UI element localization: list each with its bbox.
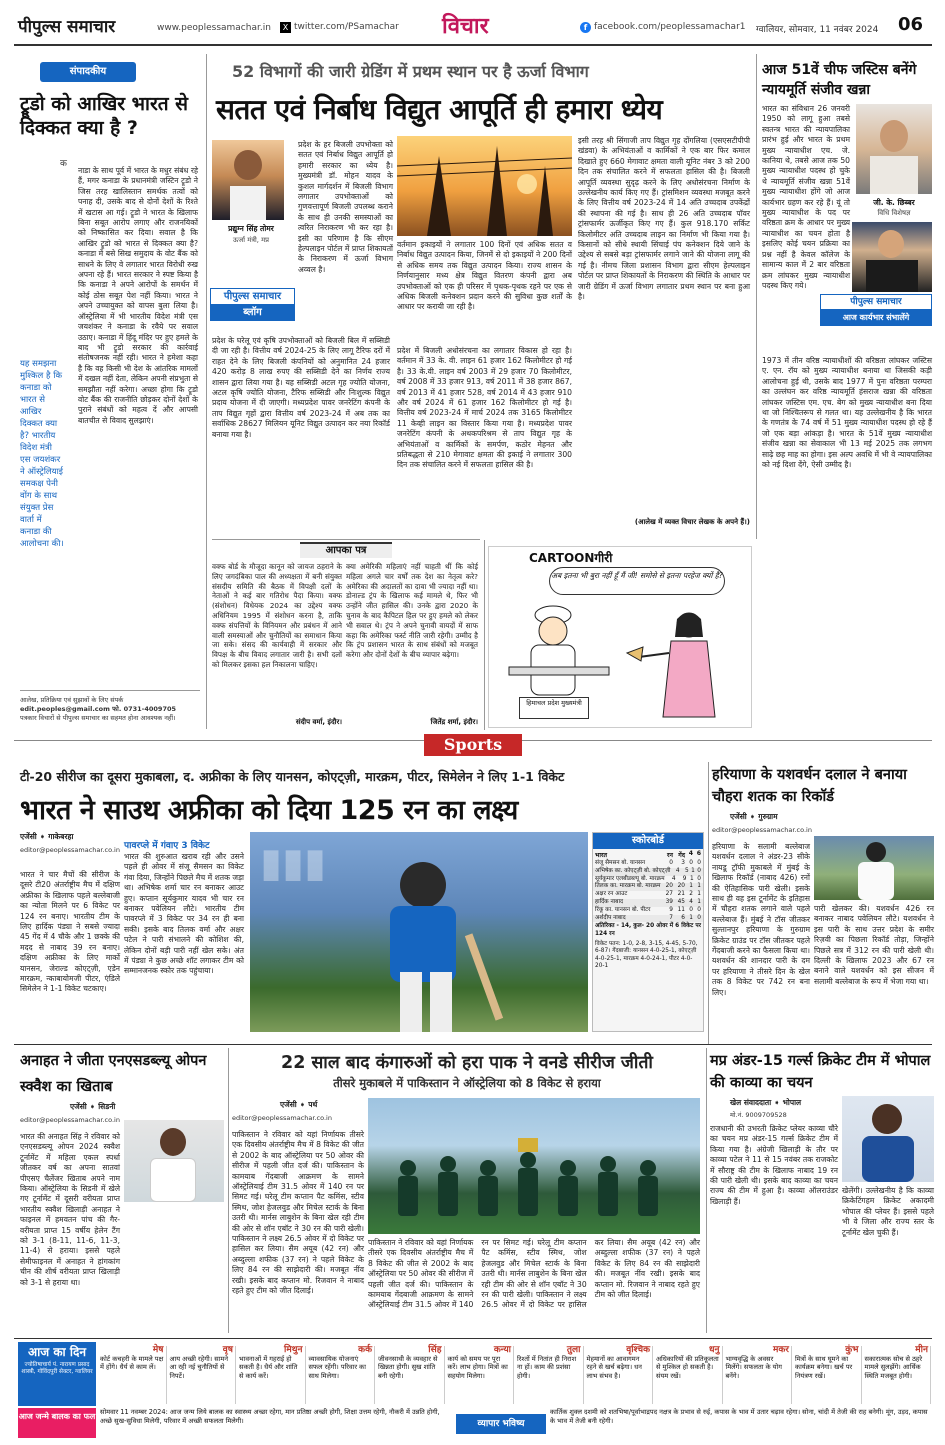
kavya-body: राजधानी की उभरती क्रिकेट प्लेयर काव्या चौरे का चयन मप्र अंडर-15 गर्ल्स क्रिकेट टीम में किया गया है। अंग्रेजी खिलाड़ी के तौर पर काव्या पटेल ने 11 से 15 नवंबर तक राजकोट में सौराष्ट्र की टीम के खिलाफ नाबाद 19 रन की पारी खेली थी। इसके बाद काव्या का चयन राज्य की टीम में हुआ है। काव्या ऑलराउंडर खिलाड़ी हैं। (710, 1124, 838, 1206)
today-box (18, 1342, 96, 1406)
dateline: ग्वालियर, सोमवार, 11 नवंबर 2024 (756, 25, 879, 35)
scoreboard-team: भारत (595, 852, 608, 859)
editorial-headline: ट्रूडो को आखिर भारत से दिक्कत क्या है ? (20, 93, 189, 139)
powerplay-heading: पावरप्ले में गंवाए 3 विकेट (124, 841, 210, 851)
anahat-byline: एजेंसी ➧ सिडनी (70, 1102, 116, 1111)
editorial-tag: संपादकीय (40, 62, 136, 82)
pak-headline: 22 साल बाद कंगारुओं को हरा पाक ने वनडे सीरीज जीती (281, 1053, 653, 1073)
score-cell: 3 (681, 860, 685, 866)
sports-main-headline: भारत ने साउथ अफ्रीका को दिया 125 रन का लक्ष्य (20, 795, 518, 826)
pak-body: पाकिस्तान ने रविवार को यहां निर्णायक तीसरे एक दिवसीय अंतर्राष्ट्रीय मैच में 8 विकेट की जीत से 2002 के बाद ऑस्ट्रेलिया पर 50 ओवर की सीरीज में पहली जीत दर्ज की। पाकिस्तान के कामयाब गेंदबाजी आक्रमण के सामने ऑस्ट्रेलियाई टीम 31.5 ओवर में 140 रन पर सिमट गई। घरेलू टीम कप्तान पैट कमिंस, स्टीव स्मिथ, जोश हेजलवुड और मिचेल स्टार्क के बिना उतरी थी। मार्नस लाबुशेन के बिना खेल रही टीम की ओर से शॉन एबॉट ने 30 रन की पारी खेली। पाकिस्तान ने लक्ष्य 26.5 ओवर में दो विकेट पर हासिल कर लिया। सैम अयूब (42 रन) और अब्दुल्ला शफीक (37 रन) ने पहले विकेट के लिए 84 रन की साझेदारी की। मजबूत नींव रखी। इसके बाद कप्तान मो. रिजवान ने नाबाद रहते हुए टीम को जीत दिलाई। (232, 1130, 364, 1296)
cji-photo (852, 222, 932, 292)
score-cell: 9 (682, 875, 687, 882)
lead-kicker: 52 विभागों की जारी ग्रेडिंग में प्रथम स्थान पर है ऊर्जा विभाग (232, 62, 589, 81)
cji-logo: पीपुल्स समाचार (820, 294, 932, 310)
facebook-link[interactable]: facebook.com/peoplessamachar1 (594, 22, 746, 32)
sign-2 (170, 1346, 237, 1404)
sign-9 (656, 1346, 723, 1404)
score-cell: 1 (691, 867, 695, 874)
lead-col2: वर्तमान इकाइयों ने लगातार 100 दिनों एवं अधिक सतत व निर्बाध विद्युत उत्पादन किया, जिनमें से दो इकाइयों ने 200 दिनों से अधिक समय तक विद्युत उत्पादन किया। राज्य शासन के निर्णयानुसार मध्य क्षेत्र विद्युत वितरण कंपनी द्वारा अब उपभोक्ताओं को एक ही परिसर में पृथक-पृथक रहने पर एक से अधिक बिजली कनेक्शन प्रदान करने की सुविधा कुछ शर्तों के आधार पर करायी जा रही है। (397, 240, 572, 312)
sign-text: अधिकारियों की प्रतिकूलता से मुश्किल हो सकती है। संयम रखें। (656, 1354, 719, 1380)
scoreboard-header (593, 849, 703, 860)
cji-logo-tag: आज कार्यभार संभालेंगे (820, 310, 932, 326)
sign-12 (865, 1346, 932, 1404)
anahat-headline: अनाहत ने जीता एनएसडब्ल्यू ओपन स्क्वैश का खिताब (20, 1053, 207, 1095)
score-cell: 0 (697, 860, 701, 866)
scoreboard-row (593, 907, 703, 915)
cricket-batsman-photo (250, 832, 588, 1032)
sign-name: मिथुन (284, 1345, 303, 1355)
pak-body-continued: पाकिस्तान ने रविवार को यहां निर्णायक तीसरे एक दिवसीय अंतर्राष्ट्रीय मैच में 8 विकेट की जीत से 2002 के बाद ऑस्ट्रेलिया पर 50 ओवर की सीरीज में पहली जीत दर्ज की। पाकिस्तान के कामयाब गेंदबाजी आक्रमण के सामने ऑस्ट्रेलियाई टीम 31.5 ओवर में 140 रन पर सिमट गई। घरेलू टीम कप्तान पैट कमिंस, स्टीव स्मिथ, जोश हेजलवुड और मिचेल स्टार्क के बिना उतरी थी। मार्नस लाबुशेन के बिना खेल रही टीम की ओर से शॉन एबॉट ने 30 रन की पारी खेली। पाकिस्तान ने लक्ष्य 26.5 ओवर में दो विकेट पर हासिल कर लिया। सैम अयूब (42 रन) और अब्दुल्ला शफीक (37 रन) ने पहले विकेट के लिए 84 रन की साझेदारी की। मजबूत नींव रखी। इसके बाद कप्तान मो. रिजवान ने नाबाद रहते हुए टीम को जीत दिलाई। (368, 1238, 700, 1310)
scoreboard-extras: अतिरिक्त - 14, कुल- 20 ओवर में 6 विकेट पर 124 रन (595, 923, 701, 937)
kavya-body-2: खेलेंगी। उल्लेखनीय है कि काव्या क्रिकेटिंगहम क्रिकेट अकादमी भोपाल की प्लेयर हैं। इससे पहले भी वे जिला और राज्य स्तर के टूर्नामेंट खेल चुकी हैं। (842, 1186, 934, 1237)
cartoon-caption: हिमाचल प्रदेश मुख्यमंत्री (519, 697, 589, 719)
pakistan-team-photo (368, 1098, 700, 1234)
sign-name: तुला (566, 1345, 581, 1355)
score-cell: 0 (697, 867, 701, 874)
score-cell: 1 (689, 914, 693, 921)
sports-main-byline: एजेंसी ➧ गाकेबरहा (20, 832, 74, 841)
letter-2: क्या अमेरिकी महिलाएं नहीं चाहती थीं कि कोई महिला अगले चार वर्षों तक देश का नेतृत्व करे? अमेरिका की अदालतों का दावा भी ज्यादा नहीं था। डोनाल्ड ट्रंप के खिलाफ कई मामले थे, फिर भी उन्होंने जीत हासिल की। उनके द्वारा 2020 के चुनाव के बाद कैपिटल हिल पर हुए हमले को लेकर भी सवाल थे। ट्रंप ने अपने चुनावी वायदों में साफ कहा कि अमेरिका फर्स्ट नीति जारी रहेगी। उम्मीद है कि ट्रंप प्रशासन भारत के साथ संबंधों को मजबूत करेगा और दोनों देशों के बीच व्यापार बढ़ेगा। (346, 562, 478, 660)
score-cell: 1 (697, 898, 701, 905)
anahat-body: भारत की अनाहत सिंह ने रविवार को एनएसडब्ल्यू ओपन 2024 स्क्वैश टूर्नामेंट में महिला एकल स्पर्धा जीतकर वर्ष का अपना सातवां पीएसए चैलेंजर खिताब अपने नाम किया। ऑस्ट्रेलिया के सिडनी में खेले गए टूर्नामेंट में दूसरी वरीयता प्राप्त भारतीय स्क्वैश खिलाड़ी अनाहत ने फाइनल में हमवतन पांच की गैर-वरीयता प्राप्त 15 वर्षीय हेलेन टैंग को 3-1 (8-11, 11-6, 11-3, 11-4) से हराया। इससे पहले सेमीफाइनल में अनाहत ने हांगकांग चीन की शीर्ष वरीयता प्राप्त खिलाड़ी को 3-1 से हराया था। (20, 1132, 120, 1287)
stadium-board-icon: ▮▮▮ (260, 840, 327, 886)
astrologer: ज्योतिषाचार्य पं. नारायण प्रसाद शास्त्री, गोविंदपुरी सेक्टर, ग्वालियर (21, 1362, 93, 1376)
score-cell: 1 (689, 883, 693, 890)
batsman-name: हार्दिक नाबाद (595, 898, 624, 905)
col-fours: 4 (688, 850, 693, 857)
score-cell: 21 (677, 891, 685, 898)
sign-name: मकर (773, 1345, 789, 1355)
editorial-disclaimer: पत्रकार विचारों से पीपुल्स समाचार का सहमत होना आवश्यक नहीं। (20, 714, 176, 722)
kavya-byline: खेल संवाददाता ➧ भोपाल (730, 1098, 802, 1107)
lead-col2b: प्रदेश में बिजली अधोसंरचना का लगातार विकास हो रहा है। वर्तमान में 33 के. वी. लाइन 61 हजार 162 किलोमीटर हो गई है। 33 के.वी. लाइन वर्ष 2003 में 29 हजार 70 किलोमीटर, वर्ष 2008 में 33 हजार 913, वर्ष 2011 में 38 हजार 867, वर्ष 2013 में 41 हजार 528, वर्ष 2014 में 43 हजार 910 और वर्ष 2024 में 61 हजार 162 किलोमीटर हो गई है। वित्तीय वर्ष 2023-24 में मार्च 2024 तक 3165 किलोमीटर 11 केव्ही लाइन का विस्तार किया गया है। मध्यप्रदेश पावर जनरेटिंग कंपनी के अथकपरिश्रम से ताप विद्युत गृह के अभियंताओं व कार्मिकों के समर्पण, कठोर मेहनत और प्रतिबद्धता से 210 मेगावाट क्षमता की इकाई ने लगातार 300 दिन तक संचालित करने में सफलता हासिल की है। (397, 346, 572, 470)
anahat-email[interactable]: editor@peoplessamachar.co.in (20, 1116, 120, 1124)
scoreboard-row (593, 891, 703, 899)
letter-2-signature: जितेंद्र शर्मा, इंदौर। (430, 718, 478, 726)
cji-headline: आज 51वें चीफ जस्टिस बनेंगे न्यायमूर्ति संजीव खन्ना (762, 62, 917, 98)
sign-text: कोर्ट कचहरी के मामले पक्ष में होंगे। धैर्य से काम लें। (100, 1354, 164, 1372)
sign-text: कार्य को समय पर पूरा करें। लाभ होगा। मित्रों का सहयोग मिलेगा। (447, 1354, 508, 1380)
section-title: विचार (442, 14, 489, 39)
cartoon-panel (488, 546, 752, 728)
power-tower-photo (397, 136, 572, 236)
sign-text: भाग्यवृद्धि के अवसर मिलेंगे। सफलता के योग बनेंगे। (725, 1354, 782, 1380)
sign-name: वृष (222, 1345, 233, 1355)
score-cell: 7 (669, 914, 673, 921)
sign-text: जीवनसाथी के व्यवहार से खिन्नता होगी। सुख शांति बनी रहेगी। (378, 1354, 438, 1380)
sign-name: मेष (152, 1345, 164, 1355)
score-cell: 0 (697, 906, 701, 913)
score-cell: 4 (689, 898, 693, 905)
editorial-body: नाडा के साथ पूर्व में भारत के मधुर संबंध रहे हैं, मगर कनाडा के प्रधानमंत्री जस्टिन ट्रूडो ने जिस तरह खालिस्तान समर्थक तत्वों को पनाह दी, उसके बाद से दोनों देशों के रिश्ते में खटास आ गई। ट्रूडो ने भारत के खिलाफ बिना सबूत आरोप लगाए और राजनयिकों को निष्कासित कर दिया। सवाल है कि आखिर ट्रूडो को भारत से दिक्कत क्या है? कनाडा में बसे सिख समुदाय के वोट बैंक को साधने के लिए वे लगातार भारत विरोधी रुख अपना रहे हैं। भारत सरकार ने स्पष्ट किया है कि कनाडा ने अपने आरोपों के समर्थन में कोई ठोस सबूत पेश नहीं किया। भारत ने अपने उच्चायुक्त को वापस बुला लिया है। ऑस्ट्रेलिया में भी भारतीय विदेश मंत्री एस जयशंकर ने कनाडा के रवैये पर सवाल उठाए। कनाडा में हिंदू मंदिर पर हुए हमले के बाद भी ट्रूडो सरकार की कार्रवाई संतोषजनक नहीं रही। भारत ने हमेशा कहा है कि वह किसी भी देश के आंतरिक मामलों में दखल नहीं देता, लेकिन अपनी संप्रभुता से समझौता नहीं करेगा। अच्छा होगा कि ट्रूडो वोट बैंक की राजनीति छोड़कर दोनों देशों के पुराने संबंधों को महत्व दें और आपसी बातचीत से विवाद सुलझाएं। (78, 166, 198, 425)
lead-col1: प्रदेश के हर बिजली उपभोक्ता को सतत एवं निर्बाध विद्युत आपूर्ति हो हमारी सरकार का ध्येय है। मुख्यमंत्री डॉ. मोहन यादव के कुशल मार्गदर्शन में बिजली विभाग लगातार उपभोक्ताओं को गुणवत्तापूर्ण बिजली उपलब्ध कराने के साथ ही उनकी समस्याओं का त्वरित निराकरण भी कर रहा है। इसी का परिणाम है कि सीएम हेल्पलाइन पोर्टल में प्राप्त शिकायतों के निराकरण में ऊर्जा विभाग अव्वल है। (298, 140, 393, 274)
cji-body: भारत का संविधान 26 जनवरी 1950 को लागू हुआ तबसे स्वतन्त्र भारत की न्यायपालिका प्रारंभ हुई और भारत के प्रथम मुख्य न्यायाधीश एच. जे. कानिया थे, तबसे आज तक 50 मुख्य न्यायाधीश पदस्थ हो चुके थे न्यायमूर्ति संजीव खन्ना 51वें मुख्य न्यायाधीश होंगे जो आज कार्यभार ग्रहण कर रहे हैं। यूं तो मुख्य न्यायाधीश के पद पर वरिष्ठता क्रम के आधार पर मुख्य न्यायाधीश का चयन होता है इसलिए कोई चयन प्रक्रिया का प्रश्न नहीं है केवल कॉलेज के सामान्य काल में 2 बार वरिष्ठता क्रम लांघकर मुख्य न्यायाधीश पदस्थ किए गये। (762, 104, 850, 290)
scoreboard-row (593, 860, 703, 868)
letter-1: वक्फ बोर्ड के मौजूदा कानून को जायज ठहराने के लिए जगदंबिका पाल की अध्यक्षता में बनी संयुक्त संसदीय समिति की बैठक में विपक्षी दलों के नेताओं ने कई बार गतिरोध पैदा किया। वक्फ (संशोधन) विधेयक 2024 का उद्देश्य वक्फ अधिनियम 1995 में संशोधन करना है, ताकि वक्फ संपत्तियों के विनियमन और प्रबंधन में आने वाली समस्याओं और चुनौतियों का समाधान किया जा सके। संसद की कार्यवाही में सरकार और विपक्ष के बीच विवाद लगातार जारी है। सभी दलों को मिलकर इसका हल निकालना चाहिए। (212, 562, 342, 669)
haryana-byline: एजेंसी ➧ गुरुग्राम (730, 812, 778, 821)
sign-name: कन्या (493, 1345, 511, 1355)
kavya-headline: मप्र अंडर-15 गर्ल्स क्रिकेट टीम में भोपाल की काव्या का चयन (710, 1053, 931, 1091)
born-text: सोमवार 11 नवम्बर 2024: आज जन्म लिये बालक का स्वास्थ्य अच्छा रहेगा, मान प्रतिष्ठा अच्छी होगी, शिक्षा उत्तम रहेगी, नौकरी में उन्नति होगी, अच्छे सुख-सुविधा मिलेगी, परिवार में अच्छी सफलता मिलेगी। (100, 1408, 440, 1425)
batsman-name: सूर्यकुमार एलबीडब्ल्यू बो. मारक्रम (595, 875, 665, 882)
sign-text: रिश्तों में नितांत ही निराश ना हों। काम की प्रशंसा होगी। (517, 1354, 577, 1380)
col-balls: गेंद (678, 852, 685, 859)
sign-name: सिंह (428, 1345, 442, 1355)
pak-email[interactable]: editor@peoplessamachar.co.in (232, 1114, 332, 1122)
haryana-email[interactable]: editor@peoplessamachar.co.in (712, 826, 812, 834)
score-cell: 6 (681, 914, 685, 921)
born-title: आज जन्मे बालक का फल (18, 1412, 96, 1421)
score-cell: 4 (671, 875, 676, 882)
business-title: व्यापार भविष्य (477, 1419, 525, 1429)
editorial-side-note: यह समझना मुश्किल है कि कनाडा को भारत से आखिर दिक्कत क्या है? भारतीय विदेश मंत्री एस जयशंकर ने ऑस्ट्रेलियाई समकक्ष पेनी वोंग के साथ संयुक्त प्रेस वार्ता में कनाडा की आलोचना की। (20, 359, 64, 549)
blog-tag: ब्लॉग (210, 305, 295, 321)
cartoon-title: CARTOONगीरी (529, 551, 613, 565)
team-group-graphic (368, 1098, 700, 1234)
editorial-footer (20, 696, 202, 723)
lead-note: (आलेख में व्यक्त विचार लेखक के अपने हैं।) (634, 518, 750, 526)
today-title: आज का दिन (28, 1345, 86, 1359)
letter-1-signature: संदीप वर्मा, इंदौर। (295, 718, 342, 726)
scoreboard-row (593, 899, 703, 907)
author-role: ऊर्जा मंत्री, मप्र (232, 236, 270, 244)
letters-title: आपका पत्र (300, 542, 392, 558)
sign-text: भावनाओं में गहराई हो सकती है। धैर्य और शांति से कार्य करें। (239, 1354, 298, 1380)
score-cell: 2 (689, 891, 693, 898)
sports-main-email[interactable]: editor@peoplessamachar.co.in (20, 846, 120, 854)
editorial-contact-email[interactable]: edit.peoples@gmail.com फो. 0731-4009705 (20, 705, 177, 713)
score-cell: 0 (689, 860, 693, 866)
cji-author-name: जी. के. छिब्बर (873, 198, 915, 207)
sign-6 (448, 1346, 515, 1404)
score-cell: 5 (685, 867, 689, 874)
score-cell: 20 (677, 883, 685, 890)
batsman-name: अर्शदीप नाबाद (595, 914, 626, 921)
cartoon-speech-bubble: अब इतना भी बुरा नहीं हूँ मैं जी! समोसे से इतना परहेज क्यों है? (549, 567, 725, 595)
facebook-icon: f (580, 22, 591, 33)
twitter-icon: X (280, 22, 291, 33)
lead-col1b: प्रदेश के घरेलू एवं कृषि उपभोक्ताओं को बिजली बिल में सब्सिडी दी जा रही है। वित्तीय वर्ष 2024-25 के लिए लागू टैरिफ दरों में राहत देने के लिए बिजली कंपनियों को अनुमानित 24 हजार 420 करोड़ 8 लाख रुपए की सब्सिडी देने का निर्णय राज्य शासन द्वारा लिया गया है। यह सब्सिडी अटल गृह ज्योति योजना, अटल कृषि ज्योति योजना, टैरिफ सब्सिडी और निःशुल्क विद्युत प्रदाय योजना में दी जाएगी। मध्यप्रदेश पावर जनरेटिंग कंपनी के ताप विद्युत गृहों द्वारा वित्तीय वर्ष 2023-24 में अब तक का सर्वाधिक 28627 मिलियन यूनिट विद्युत उत्पादन कर नया रिकॉर्ड बनाया गया है। (212, 336, 390, 439)
batsman-name: अभिषेक का. कोएट्ज़ी बो. कोएट्ज़ी (595, 867, 671, 874)
score-cell: 4 (675, 867, 680, 874)
logo: पीपुल्स समाचार (18, 17, 116, 37)
editorial-contact-label: आलेख, प्रतिक्रिया एवं सुझावों के लिए संपर्क (20, 696, 124, 704)
batsman-name: अक्षर रन आउट (595, 891, 628, 898)
scoreboard-rows (593, 860, 703, 922)
sign-text: आय अच्छी रहेगी। सामने आ रही नई चुनौतियों से निपटें। (169, 1354, 229, 1380)
score-cell: 11 (677, 906, 685, 913)
score-cell: 0 (669, 860, 673, 866)
masthead (0, 0, 945, 46)
score-cell: 1 (697, 891, 701, 898)
haryana-headline: हरियाणा के यशवर्धन दलाल ने बनाया चौहरा शतक का रिकॉर्ड (712, 767, 907, 805)
sports-banner: Sports (424, 734, 522, 756)
score-cell: 27 (665, 891, 673, 898)
website-link[interactable]: www.peoplessamachar.in (157, 23, 271, 33)
sign-name: मीन (915, 1345, 928, 1355)
anahat-photo (124, 1120, 224, 1202)
sign-name: कुंभ (845, 1345, 859, 1355)
sign-text: सकारात्मक सोच से ठहरे मामले सुलझेंगे। आर्थिक स्थिति मजबूत होगी। (864, 1354, 923, 1380)
sign-1 (100, 1346, 167, 1404)
sign-4 (309, 1346, 376, 1404)
score-cell: 9 (669, 906, 673, 913)
author-photo (212, 140, 284, 220)
haryana-body: हरियाणा के सलामी बल्लेबाज यशवर्धन दलाल ने अंडर-23 सीके नायडू ट्रॉफी मुकाबले में मुंबई के खिलाफ रिकॉर्ड (नाबाद 426) रनों की ऐतिहासिक पारी खेली। इसके साथ ही वह इस टूर्नामेंट के इतिहास में चौहरा शतक लगाने वाले पहले बल्लेबाज हैं। मुंबई ने टॉस जीतकर सुल्तानपुर हरियाणा के गुरुग्राम क्रिकेट ग्राउंड पर टॉस जीतकर पहले गेंदबाजी करने का फैसला किया था। यशवर्धन की शानदार पारी के दम पर हरियाणा ने तीसरे दिन के खेल तक 8 विकेट पर 742 रन बना लिए। (712, 842, 810, 997)
editorial-drop-cap: क (60, 159, 67, 169)
col-runs: रन (667, 852, 673, 859)
score-cell: 0 (697, 875, 701, 882)
sign-10 (726, 1346, 793, 1404)
sign-8 (587, 1346, 654, 1404)
batsman-name: रिंकू का. यानसन बो. पीटर (595, 906, 651, 913)
blog-logo: पीपुल्स समाचार (210, 288, 295, 305)
scoreboard-fow: विकेट पतन: 1-0, 2-8, 3-15, 4-45, 5-70, 6-87। गेंदबाजी: यानसन 4-0-25-1, कोएट्ज़ी 4-0-25-1, मारक्रम 4-0-24-1, पीटर 4-0-20-1 (595, 940, 698, 970)
batsman-name: तिलक का. मारक्रम बो. मारक्रम (595, 883, 661, 890)
scoreboard-row (593, 868, 703, 876)
score-cell: 45 (677, 898, 685, 905)
score-cell: 1 (690, 875, 694, 882)
sign-text: मित्रों के साथ घूमने का कार्यक्रम बनेगा। खर्च पर नियंत्रण रखें। (795, 1354, 853, 1380)
haryana-body-2: पारी खेलकर की। यशवर्धन 426 रन बनाकर नाबाद पवेलियन लौटे। यशवर्धन ने इस पारी के साथ उत्तर प्रदेश के समीर रिज़वी का पिछला रिकॉर्ड तोड़ा, जिन्होंने पिछले सत्र में 312 रन की पारी खेली थी। दिल्ली के खिलाफ 2023 और 67 रन बनाने वाले यशवर्धन को इस सीजन में सलामी बल्लेबाज के रूप में भेजा गया था। (814, 904, 934, 986)
scoreboard-row (593, 915, 703, 923)
twitter-link[interactable]: twitter.com/PSamachar (294, 22, 399, 32)
lead-col3: इसी तरह श्री सिंगाजी ताप विद्युत गृह दोंगलिया (एसएसटीपीपी खंडवा) के अभियंताओं व कार्मिकों ने एक बार फिर कमाल दिखाते हुए 660 मेगावाट क्षमता वाली यूनिट नंबर 3 को 200 दिन तक संचालित करने में सफलता हासिल की है। बिजली आपूर्ति व्यवस्था सुदृढ़ करने के लिए अधोसंरचना निर्माण के उल्लेखनीय कार्य किए गए हैं। ट्रांसमिशन व्यवस्था मजबूत करने के लिए वित्तीय वर्ष 2023-24 में 14 अति उच्चदाब उपकेंद्रों की स्थापना की गई है। साथ ही 26 अति उच्चदाब पॉवर ट्रांसफार्मर ऊर्जीकृत किए गए हैं। कुल 918.170 सर्किट किलोमीटर अति उच्चदाब लाइन का निर्माण भी किया गया है। किसानों को सीधे स्थायी सिंचाई पंप कनेक्शन दिये जाने के उद्देश्य से सबसे बड़ा ट्रांसफार्मर लगाने जाने की योजना लागू की गई है। नीमच जिला प्रशासन विभाग द्वारा सीएम हेल्पलाइन पोर्टल पर प्राप्त शिकायतों के निराकरण की स्थिति के आधार पर जारी ग्रेडिंग में ऊर्जा विभाग लगातार प्रथम स्थान पर बना हुआ है। (578, 136, 750, 302)
cji-body-2: 1973 में तीन वरिष्ठ न्यायाधीशों की वरिष्ठता लांघकर जस्टिस ए. एन. रॉय को मुख्य न्यायाधीश बनाया था जिसकी कड़ी आलोचना हुई थी, उसके बाद 1977 में पुनः वरिष्ठता परम्परा का उल्लंघन कर वरिष्ठ न्यायमूर्ति हंसराज खन्ना की वरिष्ठता लांघकर जस्टिस एम. एच. बेग को मुख्य न्यायाधीश बना दिया था जो निश्चितरूप से गलत था। यह उल्लेखनीय है कि भारत के गणतंत्र के 74 वर्ष में 51 मुख्य न्यायाधीश पदस्थ हो रहे हैं जो एक बड़ा आंकड़ा है। भारत के 51वें मुख्य न्यायाधीश संजीव खन्ना का सेवाकाल भी 13 मई 2025 तक लगभग साढ़े छह माह का होगा। इस अल्प अवधि में भी वे न्यायपालिका को नई दिशा देंगे, ऐसी उम्मीद है। (762, 356, 932, 470)
sign-name: धनु (708, 1345, 720, 1355)
sign-name: वृश्चिक (626, 1345, 650, 1355)
batsman-name: संजू सैमसन बो. यानसन (595, 860, 646, 866)
business-text: कार्तिक शुक्ल दशमी को शतभिषा/पूर्वाभाद्रपद नक्षत्र के प्रभाव से रुई, कपास के भाव में उतार चढ़ाव रहेगा। सोना, चांदी में तेजी की राह बनेगी। मूंग, उड़द, कपास के भाव में तेजी बनी रहेगी। (550, 1408, 928, 1425)
born-box (18, 1408, 96, 1438)
scoreboard (592, 832, 704, 1032)
cji-author-role: विधि विशेषज्ञ (877, 209, 911, 217)
sign-text: व्यावसायिक योजनाएं सफल रहेंगी। परिवार का साथ मिलेगा। (308, 1354, 366, 1380)
pak-subhead: तीसरे मुकाबले में पाकिस्तान ने ऑस्ट्रेलिया को 8 विकेट से हराया (333, 1076, 601, 1090)
kavya-photo (842, 1096, 934, 1182)
sports-main-body: भारत ने चार मैचों की सीरीज के दूसरे टी20 अंतर्राष्ट्रीय मैच में दक्षिण अफ्रीका के खिलाफ पहले बल्लेबाजी का न्योता मिलने पर 6 विकेट पर 124 रन बनाए। भारतीय टीम के लिए हार्दिक पंड्या ने सबसे ज्यादा 45 गेंद में 4 चौके और 1 छक्के की मदद से नाबाद 39 रन बनाए। दक्षिण अफ्रीका के लिए मार्को यानसन, जेराल्ड कोएट्ज़ी, एडेन मारक्रम, न्काबायोमजी पीटर, एंडिले सिमेलेन ने 1-1 विकेट चटकाए। (20, 870, 120, 994)
sign-name: कर्क (358, 1345, 372, 1355)
cji-author-photo (856, 104, 932, 194)
score-cell: 1 (697, 883, 701, 890)
power-tower-graphic (397, 136, 572, 236)
sign-text: मेहमानों का आवागमन रहने से खर्च बढ़ेगा। धन लाभ संभव है। (586, 1354, 642, 1380)
scoreboard-row (593, 883, 703, 891)
kavya-phone: मो.नं. 9009709528 (730, 1111, 787, 1119)
pak-byline: एजेंसी ➧ पर्थ (280, 1100, 318, 1109)
author-name: प्रद्युम्न सिंह तोमर (228, 224, 274, 233)
sign-3 (239, 1346, 306, 1404)
pak-body-2 (368, 1238, 700, 1332)
powerplay-body: भारत की शुरुआत खराब रही और उसने पहले ही ओवर में संजू सैमसन का विकेट गंवा दिया, जिन्होंने पिछले मैच में शतक जड़ा था। अभिषेक शर्मा चार रन बनाकर आउट हुए। कप्तान सूर्यकुमार यादव भी चार रन बनाकर पवेलियन लौटे। भारतीय टीम पावरप्ले में 3 विकेट पर 34 रन ही बना सकी। इसके बाद तिलक वर्मा और अक्षर पटेल ने पारी संभालने की कोशिश की, लेकिन दोनों बड़ी पारी नहीं खेल सके। अंत में पंड्या ने कुछ अच्छे शॉट लगाकर टीम को सम्मानजनक स्कोर तक पहुंचाया। (124, 852, 244, 976)
score-cell: 20 (665, 883, 673, 890)
score-cell: 0 (689, 906, 693, 913)
col-sixes: 6 (696, 850, 701, 857)
yashvardhan-photo (814, 836, 934, 900)
business-box (456, 1414, 546, 1434)
scoreboard-title: स्कोरबोर्ड (593, 833, 703, 849)
page-number: 06 (898, 14, 924, 35)
sports-main-kicker: टी-20 सीरीज का दूसरा मुकाबला, द. अफ्रीका के लिए यानसन, कोएट्ज़ी, मारक्रम, पीटर, सिमेलेन ने लिए 1-1 विकेट (20, 769, 565, 784)
sign-5 (378, 1346, 445, 1404)
score-cell: 39 (665, 898, 673, 905)
score-cell: 0 (697, 914, 701, 921)
sign-11 (795, 1346, 862, 1404)
sign-7 (517, 1346, 584, 1404)
lead-headline: सतत एवं निर्बाध विद्युत आपूर्ति ही हमारा ध्येय (216, 93, 663, 126)
